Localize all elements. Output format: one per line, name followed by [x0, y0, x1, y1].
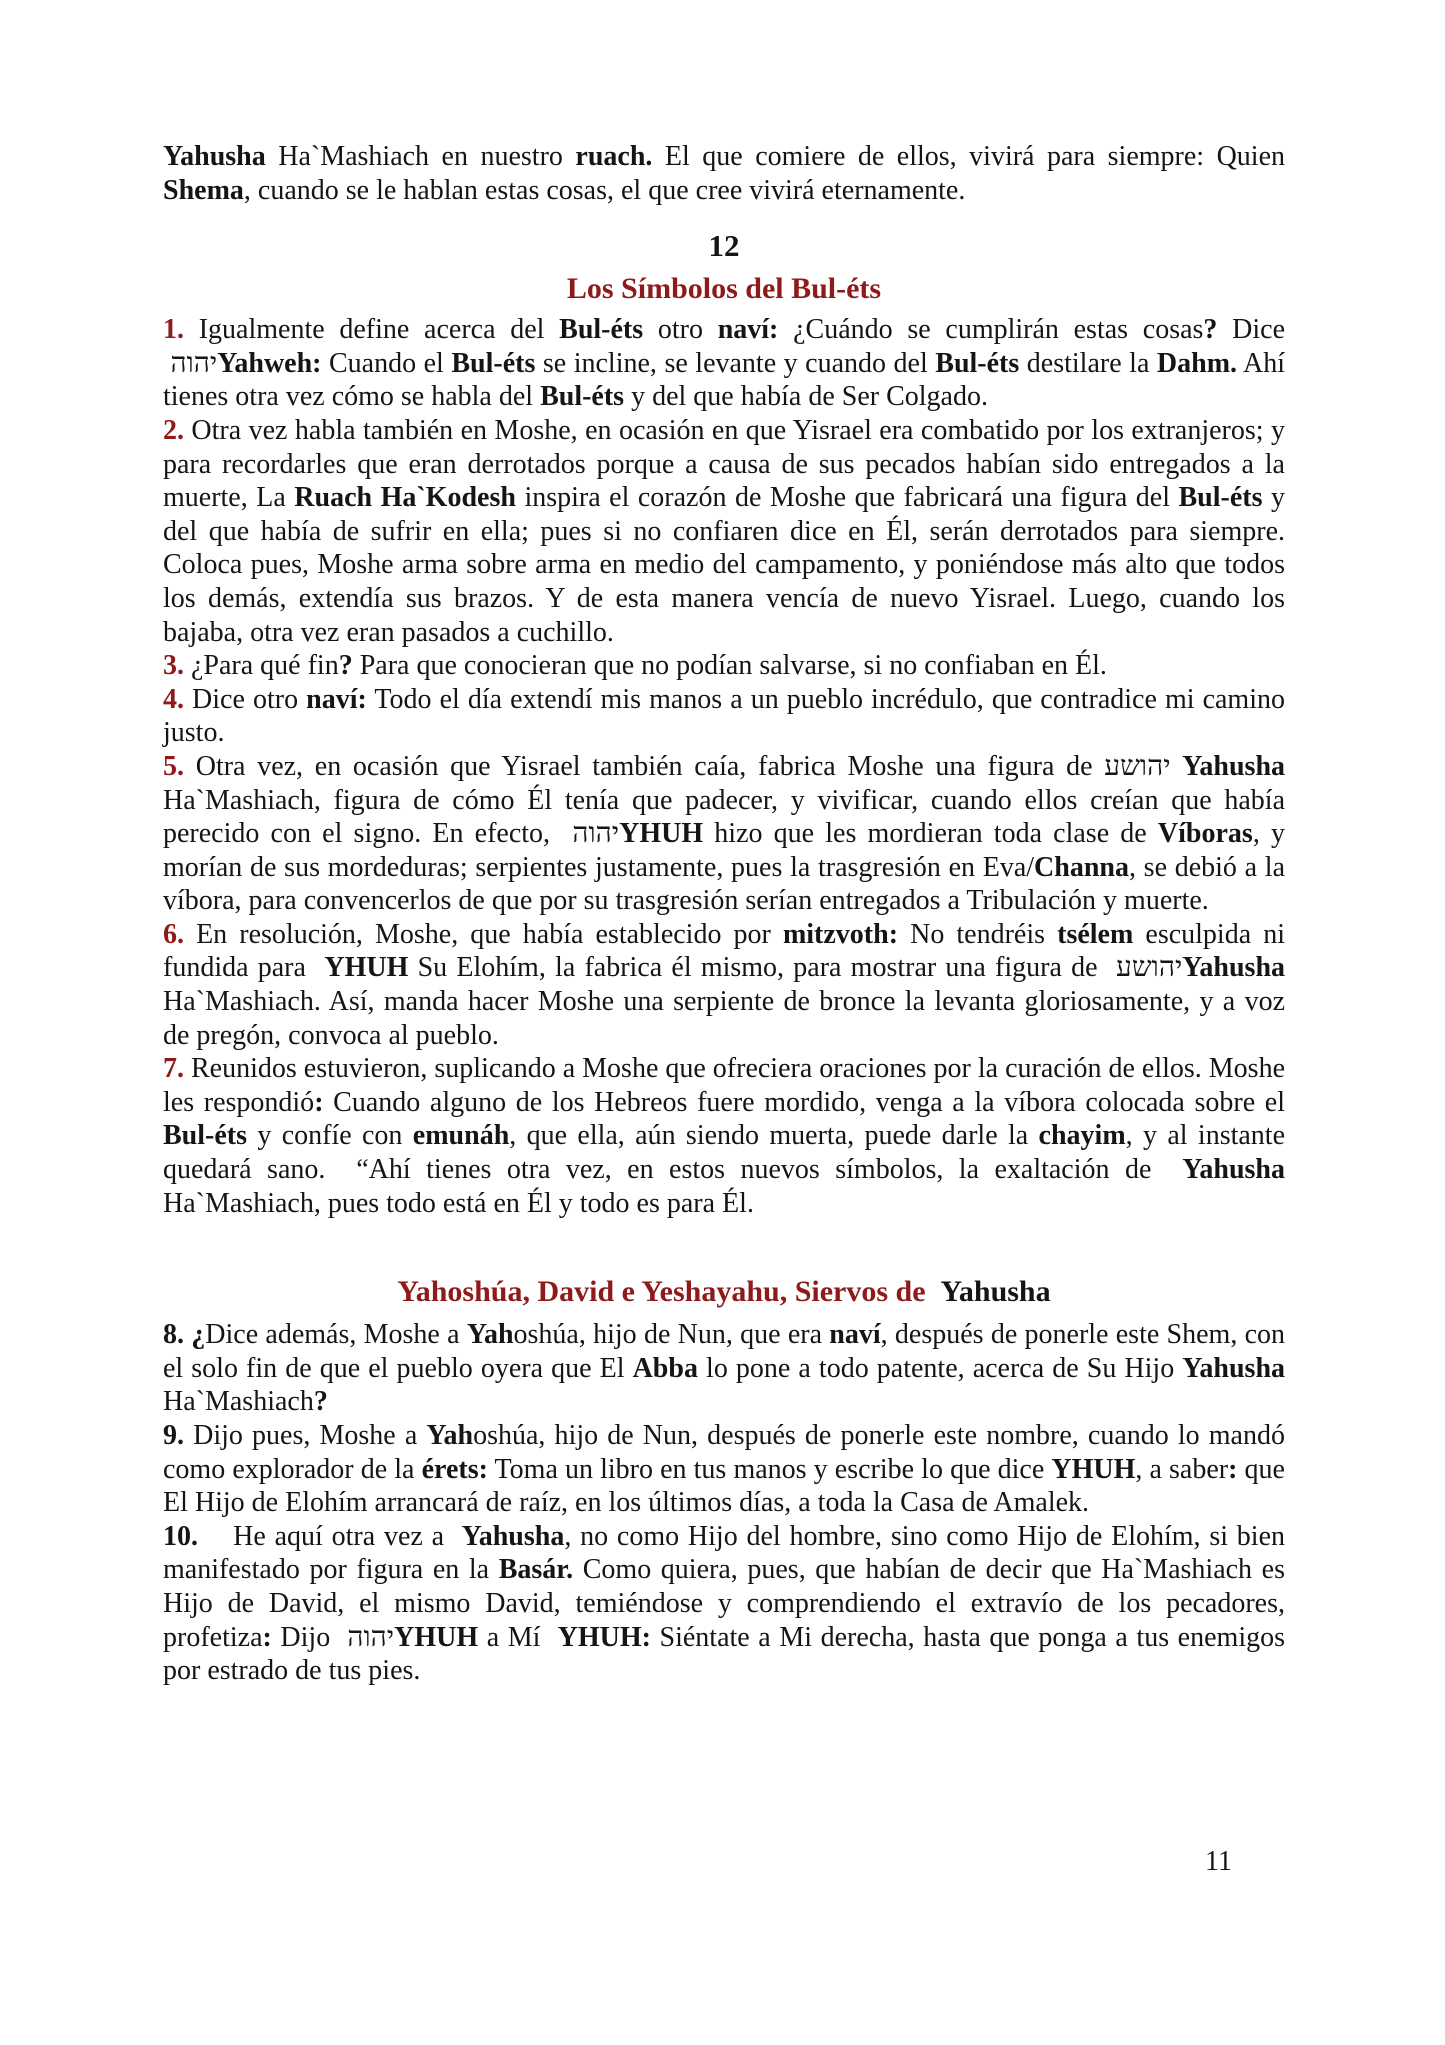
page-content: [163, 140, 1285, 1688]
verse-text: [184, 650, 1107, 681]
text-segment: destilare la: [1019, 347, 1157, 379]
text-segment: No tendréis: [898, 918, 1058, 950]
text-segment: יהוה: [347, 1621, 395, 1653]
verse: [163, 1052, 1285, 1220]
text-segment: , cuando se le hablan estas cosas, el que cree vivirá eternamente.: [243, 174, 966, 206]
text-segment: [1171, 751, 1183, 782]
text-segment: inspira el corazón de Moshe que fabricará una figura del: [515, 482, 1179, 514]
verse-number: 4.: [163, 683, 184, 715]
text-segment: oshúa, hijo de Nun, que era: [513, 1319, 830, 1351]
text-segment: יהושע: [1104, 750, 1171, 782]
text-segment: Ha`Mashiach: [163, 1386, 314, 1418]
text-segment: Igualmente define acerca del: [184, 314, 560, 346]
text-segment: que El Hijo de Elohím arrancará de raíz, en los últimos días, a toda la Casa de Amalek.: [163, 1453, 1285, 1519]
text-segment: YHUH:: [557, 1621, 651, 1653]
text-segment: emunáh: [412, 1120, 510, 1152]
text-segment: Yahusha: [1182, 750, 1286, 782]
text-segment: Bul-éts: [1178, 482, 1263, 514]
intro-paragraph: [163, 140, 1285, 207]
text-segment: ruach.: [575, 141, 653, 172]
text-segment: Ahí tienes otra vez cómo se habla del: [163, 347, 1286, 413]
text-segment: érets:: [421, 1453, 488, 1485]
text-segment: Dice otro: [184, 683, 307, 715]
text-segment: y confíe con: [247, 1120, 413, 1152]
text-segment: יהוה: [572, 818, 620, 850]
text-segment: :: [1228, 1453, 1238, 1485]
text-segment: Cuando el: [321, 347, 452, 379]
text-segment: Yahweh:: [217, 347, 322, 379]
text-segment: naví:: [717, 314, 779, 346]
text-segment: mitzvoth:: [782, 918, 899, 950]
verse: [163, 1520, 1285, 1688]
text-segment: ?: [338, 650, 353, 682]
text-segment: se incline, se levante y cuando del: [535, 347, 936, 379]
text-segment: Dice: [163, 314, 1285, 379]
text-segment: ¿Para qué fin: [184, 650, 339, 682]
verse: [163, 313, 1285, 414]
text-segment: :: [314, 1086, 324, 1118]
text-segment: Yahusha: [1182, 1352, 1286, 1384]
verse: [163, 750, 1285, 918]
section-title-2: [163, 1274, 1285, 1310]
text-segment: Cuando alguno de los Hebreos fuere mordido, venga a la víbora colocada sobre el: [323, 1086, 1286, 1118]
text-segment: Basár.: [498, 1554, 574, 1586]
text-segment: tsélem: [1057, 918, 1134, 950]
text-segment: ?: [1203, 314, 1218, 346]
text-segment: , no como Hijo del hombre, sino como Hijo de Elohím, si bien manifestado por figura en la: [163, 1520, 1286, 1586]
text-segment: ¿Cuándo se cumplirán estas cosas: [778, 314, 1204, 346]
verse-text: [163, 415, 1285, 648]
text-segment: :: [262, 1621, 272, 1653]
text-segment: Bul-éts: [935, 347, 1020, 379]
verse: [163, 918, 1285, 1052]
verse-number: 9.: [163, 1420, 184, 1451]
text-segment: Yahusha: [461, 1520, 565, 1552]
text-segment: naví: [829, 1319, 881, 1351]
text-segment: Yahoshúa, David e Yeshayahu, Siervos de: [397, 1275, 926, 1309]
text-segment: , y al instante quedará sano. “Ahí tienes otra vez, en estos nuevos símbolos, la exaltación de: [163, 1120, 1286, 1186]
text-segment: , después de ponerle este Shem, con el solo fin de que el pueblo oyera que El: [163, 1319, 1286, 1384]
verse-number: 3.: [163, 650, 184, 682]
chapter-number: 12: [708, 228, 740, 264]
verse-number: 5.: [163, 750, 184, 782]
verse-number: 1.: [163, 314, 184, 346]
text-segment: Ruach Ha`Kodesh: [294, 482, 516, 514]
text-segment: יהוה: [170, 347, 218, 379]
text-segment: Ha`Mashiach en nuestro: [265, 141, 576, 172]
verse: [163, 414, 1285, 649]
text-segment: otro: [643, 314, 718, 346]
verse-text: [163, 314, 1285, 412]
verse-number: 8.: [163, 1319, 184, 1351]
verse-text: [163, 751, 1285, 916]
text-segment: Dijo: [271, 1621, 348, 1653]
text-segment: Dice además, Moshe a: [205, 1319, 467, 1351]
text-segment: , se debió a la víbora, para convencerlos de que por su trasgresión serían entregados a Tribulación y muerte.: [163, 851, 1285, 917]
text-segment: hizo que les mordieran toda clase de: [703, 818, 1158, 850]
text-segment: , y morían de sus mordeduras; serpientes justamente, pues la trasgresión en Eva/: [163, 818, 1286, 883]
verse-text: [163, 1420, 1285, 1518]
text-segment: Bul-éts: [559, 314, 644, 346]
text-segment: YHUH: [1051, 1453, 1136, 1485]
text-segment: Dijo pues, Moshe a: [184, 1420, 427, 1451]
text-segment: Yahusha: [1182, 952, 1286, 984]
text-segment: Su Elohím, la fabrica él mismo, para mostrar una figura de: [408, 952, 1116, 984]
text-segment: Siéntate a Mi derecha, hasta que ponga a tus enemigos por estrado de tus pies.: [163, 1621, 1285, 1687]
verse-text: [163, 684, 1285, 749]
text-segment: Shema: [163, 174, 244, 206]
text-segment: a Mí: [478, 1621, 558, 1653]
verse-text: [163, 1053, 1285, 1218]
text-segment: , a saber: [1135, 1453, 1229, 1485]
text-segment: YHUH: [324, 952, 409, 984]
text-segment: YHUH: [619, 818, 704, 850]
text-segment: esculpida ni fundida para: [163, 918, 1285, 984]
verse-text: [163, 1521, 1285, 1686]
text-segment: Otra vez, en ocasión que Yisrael también caía, fabrica Moshe una figura de: [184, 750, 1105, 782]
verse: [163, 649, 1285, 683]
text-segment: Todo el día extendí mis manos a un pueblo incrédulo, que contradice mi camino justo.: [163, 683, 1285, 749]
text-segment: chayim: [1038, 1120, 1126, 1152]
text-segment: Ha`Mashiach, figura de cómo Él tenía que padecer, y vivificar, cuando ellos creían que había perecido con el signo. En efecto,: [163, 784, 1285, 850]
verse: [163, 683, 1285, 750]
text-segment: Toma un libro en tus manos y escribe lo que dice: [487, 1453, 1052, 1485]
text-segment: Como quiera, pues, que habían de decir que Ha`Mashiach es Hijo de David, el mismo David, temiéndose y comprendiendo el extravío de los pecadores, profetiza: [163, 1554, 1285, 1653]
verse-text: [163, 919, 1285, 1051]
text-segment: Bul-éts: [540, 381, 625, 413]
text-segment: Yah: [426, 1420, 474, 1451]
text-segment: Ha`Mashiach. Así, manda hacer Moshe una serpiente de bronce la levanta gloriosamente, y a voz de pregón, convoca al pueblo.: [163, 986, 1285, 1051]
text-segment: ¿: [191, 1319, 206, 1351]
text-segment: Reunidos estuvieron, suplicando a Moshe que ofreciera oraciones por la curación de ellos. Moshe les respondió: [163, 1053, 1285, 1118]
verse-text: [163, 1319, 1285, 1417]
text-segment: y del que había de Ser Colgado.: [624, 381, 988, 413]
text-segment: Bul-éts: [451, 347, 536, 379]
verse-number: 10.: [163, 1520, 198, 1552]
text-segment: Dahm.: [1156, 347, 1238, 379]
text-segment: יהושע: [1116, 952, 1183, 984]
section-title: Los Símbolos del Bul-éts: [566, 272, 882, 306]
verse: [163, 1419, 1285, 1520]
page-number: 11: [1205, 1846, 1232, 1877]
text-segment: El que comiere de ellos, vivirá para siempre: Quien: [652, 141, 1285, 172]
text-segment: lo pone a todo patente, acerca de Su Hijo: [697, 1352, 1183, 1384]
text-segment: Yah: [466, 1319, 514, 1351]
text-segment: YHUH: [394, 1621, 479, 1653]
text-segment: En resolución, Moshe, que había establecido por: [184, 918, 783, 950]
verse-number: 2.: [163, 414, 184, 446]
text-segment: ?: [313, 1386, 328, 1418]
text-segment: naví:: [306, 683, 367, 715]
text-segment: Yahusha: [1182, 1154, 1285, 1186]
text-segment: Yahusha: [925, 1275, 1051, 1309]
text-segment: Para que conocieran que no podían salvarse, si no confiaban en Él.: [352, 650, 1107, 682]
text-segment: Abba: [632, 1352, 698, 1384]
text-segment: Víboras: [1157, 818, 1253, 850]
text-segment: Yahusha: [163, 141, 266, 172]
verse-number: 7.: [163, 1053, 184, 1085]
verse: [163, 1318, 1285, 1419]
text-segment: oshúa, hijo de Nun, después de ponerle este nombre, cuando lo mandó como explorador de la: [163, 1420, 1285, 1485]
text-segment: y del que había de sufrir en ella; pues si no confiaren dice en Él, serán derrotados para siempre. Coloca pues, Moshe arma sobre arma en medio del campamento, y poniéndose más alto que todos los demás, extendía sus brazos. Y de esta manera vencía de nuevo Yisrael. Luego, cuando los bajaba, otra vez eran pasados a cuchillo.: [163, 482, 1285, 648]
verse-number: 6.: [163, 918, 184, 950]
text-segment: He aquí otra vez a: [198, 1520, 462, 1552]
text-segment: Otra vez habla también en Moshe, en ocasión en que Yisrael era combatido por los extranjeros; y para recordarles que eran derrotados porque a causa de sus pecados habían sido entregados a la muerte, La: [163, 414, 1285, 514]
text-segment: , que ella, aún siendo muerta, puede darle la: [509, 1120, 1039, 1152]
text-segment: Bul-éts: [163, 1120, 247, 1152]
text-segment: Channa: [1034, 851, 1129, 883]
text-segment: Ha`Mashiach, pues todo está en Él y todo es para Él.: [163, 1187, 754, 1219]
